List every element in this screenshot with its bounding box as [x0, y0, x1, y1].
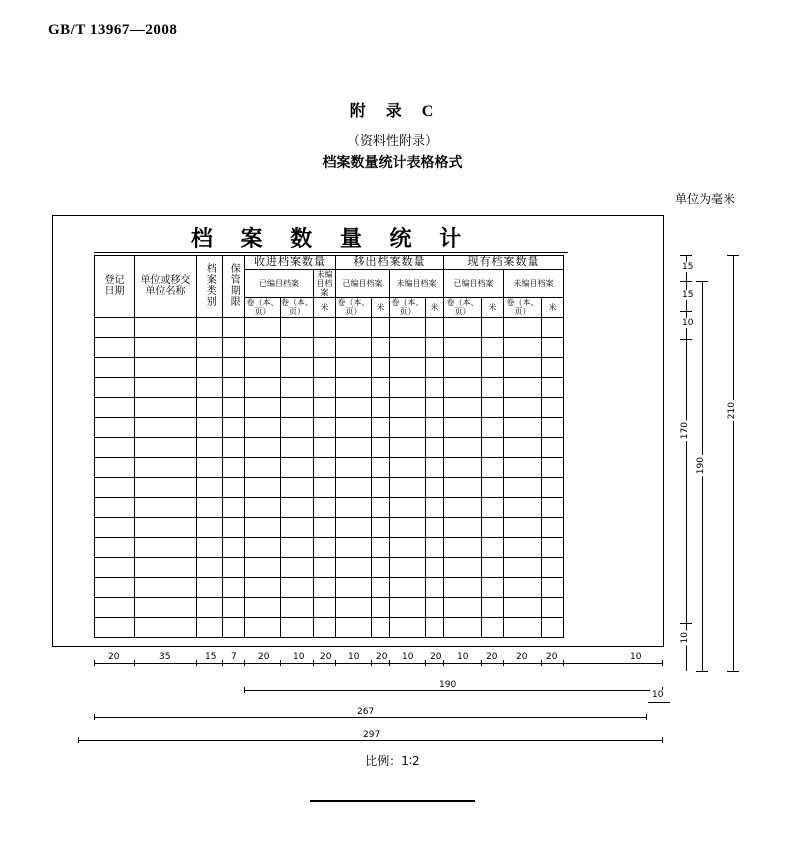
dim-v-210: 210 [727, 402, 737, 420]
unit-current-uncataloged-meter: 米 [542, 298, 564, 317]
table-row [95, 377, 564, 397]
unit-received-cataloged-vol: 卷（本、页） [246, 298, 279, 317]
dim-v-10: 10 [682, 318, 694, 328]
annex-subtitle: （资料性附录） [346, 133, 438, 148]
dim-h-3: 7 [231, 652, 237, 662]
dim-v-tick-f [696, 281, 708, 282]
dim-h-11: 10 [457, 652, 469, 662]
dim-h-10: 20 [430, 652, 442, 662]
frame-left-edge [52, 215, 53, 647]
table-row [95, 477, 564, 497]
unit-current-cataloged-vol: 卷（本、页） [444, 298, 482, 317]
table-row [95, 597, 564, 617]
table-row [95, 317, 564, 337]
table-row [95, 577, 564, 597]
table-title: 档 案 数 量 统 计 [190, 227, 472, 252]
dim-h-1: 35 [159, 652, 171, 662]
dim-h-5: 10 [293, 652, 305, 662]
unit-current-cataloged-meter: 米 [482, 298, 504, 317]
table-row [95, 497, 564, 517]
dim-297-line [78, 740, 662, 741]
dim-right-10: 10 [652, 690, 664, 700]
dim-v-170: 170 [680, 422, 690, 440]
dim-h-2: 15 [205, 652, 217, 662]
dim-v-210-line [733, 255, 734, 671]
table-row [95, 397, 564, 417]
sub-received-cataloged: 已编目档案 [245, 269, 314, 298]
dim-v-tick-b [680, 281, 692, 282]
table-row [95, 517, 564, 537]
archive-quantity-table [94, 255, 564, 638]
page-bottom-rule [310, 800, 475, 802]
sub-transferred-cataloged: 已编目档案 [336, 269, 390, 298]
table-row [95, 417, 564, 437]
dim-span-297: 297 [363, 730, 381, 740]
scale-note: 比例：1∶2 [365, 754, 420, 768]
dim-v-15: 15 [682, 290, 694, 300]
dim-v-170-line [686, 339, 687, 623]
unit-transferred-uncataloged-vol: 卷（本、页） [391, 298, 424, 317]
sub-transferred-uncataloged: 未编目档案 [390, 269, 444, 298]
annex-title: 附 录 C [349, 103, 436, 120]
sub-received-uncataloged: 未编目档案 [314, 269, 336, 298]
dim-span-190: 190 [439, 680, 457, 690]
dim-v-190: 190 [696, 457, 706, 475]
standard-code: GB/T 13967—2008 [48, 22, 178, 38]
unit-note: 单位为毫米 [674, 192, 735, 206]
dim-h-4: 20 [258, 652, 270, 662]
dim-h-0: 20 [108, 652, 120, 662]
dim-right-10-line [648, 702, 670, 703]
annex-name: 档案数量统计表格格式 [322, 156, 463, 171]
group-received: 收进档案数量 [245, 256, 336, 270]
dim-v-tick-h [727, 255, 739, 256]
dim-h-12: 20 [486, 652, 498, 662]
group-current: 现有档案数量 [444, 256, 564, 270]
col-archive-type: 档案类别 [197, 256, 223, 318]
unit-received-meter: 米 [314, 298, 336, 317]
group-transferred: 移出档案数量 [336, 256, 444, 270]
table-row [95, 617, 564, 637]
dim-chain-line [94, 663, 662, 664]
unit-transferred-cataloged-vol: 卷（本、页） [337, 298, 370, 317]
sub-current-cataloged: 已编目档案 [444, 269, 504, 298]
table-title-rule [94, 252, 568, 253]
table-row [95, 437, 564, 457]
dim-v-15-top: 15 [682, 262, 694, 272]
dim-v-tick-a [680, 255, 692, 256]
col-retention-period: 保管期限 [223, 256, 245, 318]
unit-transferred-uncataloged-meter: 米 [426, 298, 444, 317]
dim-h-6: 20 [320, 652, 332, 662]
sub-current-uncataloged: 未编目档案 [504, 269, 564, 298]
dim-span-267: 267 [357, 707, 375, 717]
dim-h-8: 20 [376, 652, 388, 662]
dim-v-10-bottom: 10 [680, 632, 690, 644]
dim-h-14: 20 [546, 652, 558, 662]
dim-190-line [244, 690, 662, 691]
unit-received-uncataloged-vol: 卷（本、页） [281, 298, 313, 317]
col-unit-name: 单位或移交 单位名称 [135, 256, 197, 318]
dim-h-15: 10 [630, 652, 642, 662]
table-row [95, 457, 564, 477]
unit-current-uncataloged-vol: 卷（本、页） [504, 298, 542, 317]
dim-h-13: 20 [516, 652, 528, 662]
table-row [95, 357, 564, 377]
dim-h-7: 10 [348, 652, 360, 662]
table-row [95, 537, 564, 557]
table-row [95, 557, 564, 577]
dim-h-9: 10 [402, 652, 414, 662]
table-row [95, 337, 564, 357]
dim-v-tick-c [680, 311, 692, 312]
col-register-date: 登记 日期 [95, 256, 135, 318]
dim-267-line [94, 717, 646, 718]
dim-v-tick-i [727, 671, 739, 672]
unit-transferred-cataloged-meter: 米 [372, 298, 390, 317]
dim-v-tick-g [696, 671, 708, 672]
table-header-row-1 [95, 256, 564, 270]
